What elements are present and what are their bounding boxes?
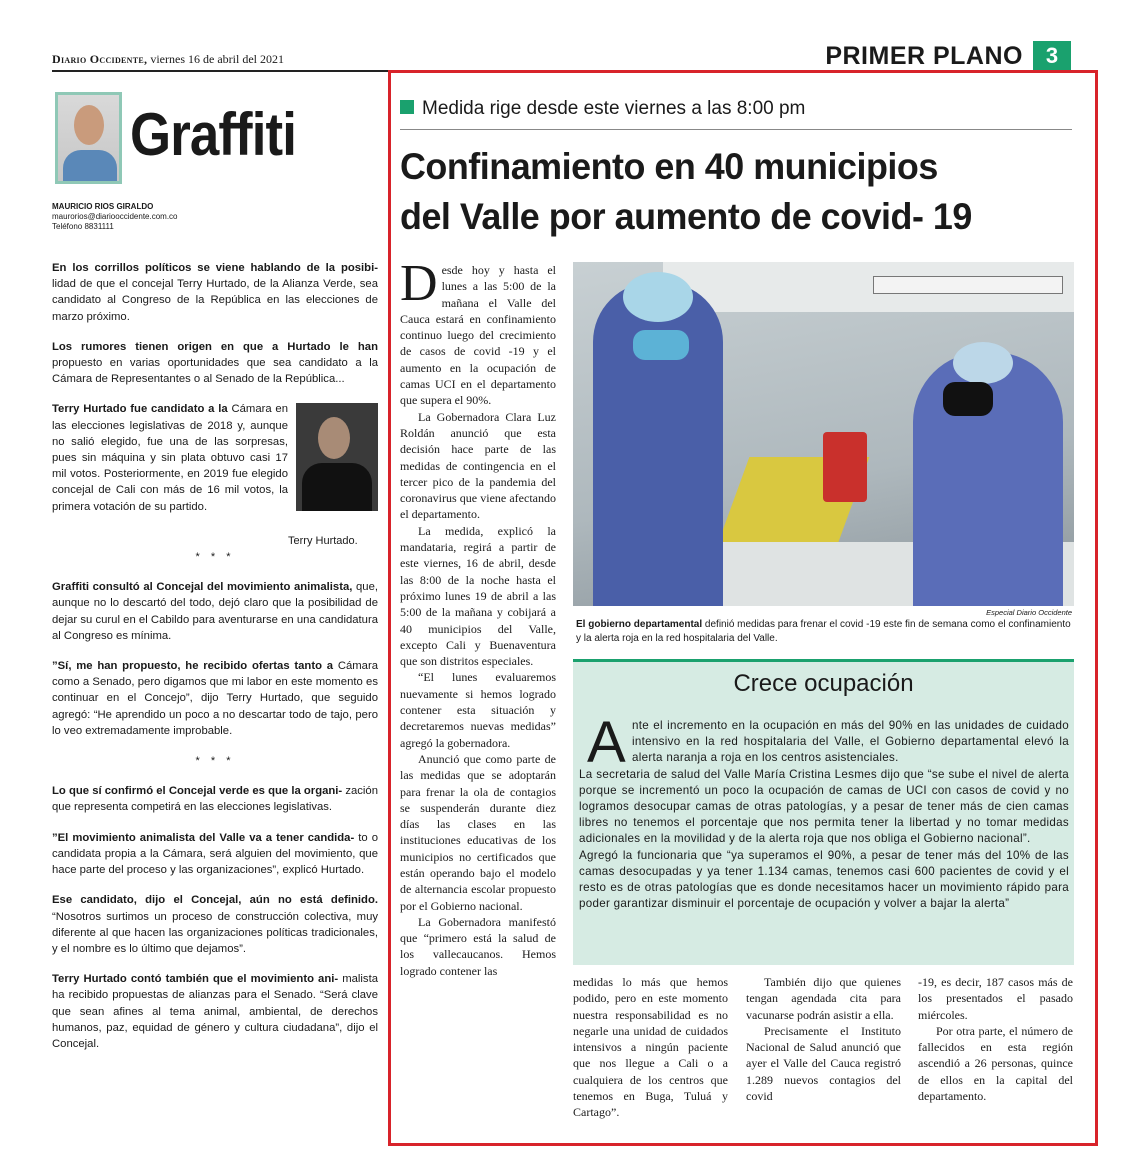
article-paragraph: La medida, explicó la mandataria, regirá a partir de este viernes, 16 de abril, desde las 8:00 de la noche hasta el próximo lunes 19 de abril a las 5:00 de la mañana y cobijará a 40 municipios del Valle, excepto Cali y Buenaventura que son distritos especiales.	[400, 523, 556, 669]
article-paragraph: Anunció que como parte de las medidas que se adoptarán para frenar la ola de contagios se suspenderán durante diez días las clases en las instituciones educativas de los municipios no certificados que están operando bajo el modelo de alternancia escolar propuesto por el Gobierno nacional.	[400, 751, 556, 913]
column-paragraph: Lo que sí confirmó el Concejal verde es que la organi- zación que representa competirá en las elecciones legislativas.	[52, 785, 378, 814]
article-paragraph: También dijo que quienes tengan agendada cita para vacunarse podrán asistir a ella.	[746, 975, 901, 1022]
sidebar-title: Crece ocupación	[733, 670, 914, 697]
columnist-photo	[55, 92, 122, 184]
column-title: Graffiti	[130, 101, 297, 168]
separator: * * *	[195, 551, 235, 564]
photo-credit: Especial Diario Occidente	[986, 608, 1072, 617]
article-paragraph: Desde hoy y hasta el lunes a las 5:00 de la mañana el Valle del Cauca estará en confinamiento continuo luego del crecimiento de casos de covid -19 y el aumento en la ocupación de camas UCI en el departamento que supera el 90%.	[400, 255, 556, 408]
author-block	[52, 202, 178, 232]
article-paragraph: -19, es decir, 187 casos más de los presentados el pasado miércoles.	[918, 975, 1073, 1022]
photo-caption: El gobierno departamental definió medidas para frenar el covid -19 este fin de semana como el confinamiento y la alerta roja en la red hospitalaria del Valle.	[576, 619, 1071, 644]
column-paragraph: ”El movimiento animalista del Valle va a tener candida- to o candidata propia a la Cámara, será alguien del movimiento, que hace parte del proceso y las organizaciones”, explicó Hurtado.	[52, 831, 379, 877]
issue-date: viernes 16 de abril del 2021	[150, 52, 284, 66]
column-paragraph: Terry Hurtado contó también que el movimiento ani- malista ha recibido propuestas de alianzas para el Senado. “Será clave que sean afines al tema animal, ambiental, de derechos humanos, paz, equidad de género y cultura ciudadana”, dijo el Concejal.	[52, 973, 378, 1050]
column-paragraph: Los rumores tienen origen en que a Hurtado le han propuesto en varias oportunidades que sea candidato a la Cámara de Representantes o al Senado de la República...	[52, 340, 378, 386]
author-phone: Teléfono 8831111	[52, 222, 114, 231]
article-paragraph: La Gobernadora Clara Luz Roldán anunció que esta decisión hace parte de las medidas de contingencia en el tercer pico de la pandemia del coronavirus que viene afectando el departamento.	[400, 409, 556, 522]
author-name: MAURICIO RIOS GIRALDO	[52, 202, 154, 211]
sidebar-paragraph: La secretaria de salud del Valle María Cristina Lesmes dijo que “se sube el nivel de alerta porque se incrementó un poco la ocupación de camas de UCI con casos de covid y no logramos desocupar camas de otras patologías, y a pesar de tener más de cien camas libres no tenemos el porcentaje que nos permita tener la libertad y no tomar medidas adicionales en la movilidad y de la alerta roja que nos obliga el Gobierno nacional”.	[579, 767, 1069, 846]
kicker-square-icon	[400, 100, 414, 114]
drop-cap: D	[400, 255, 438, 312]
masthead	[52, 52, 284, 67]
article-paragraph: Por otra parte, el número de fallecidos en esta región ascendió a 26 personas, quince de ellos en la capital del departamento.	[918, 1023, 1073, 1104]
terry-photo-block	[52, 401, 378, 547]
photo-caption: Terry Hurtado.	[288, 534, 358, 547]
column-paragraph: Graffiti consultó al Concejal del movimiento animalista, que, aunque no lo descartó del todo, dejó claro que la posibilidad de dejar su curul en el Cabildo para aventurarse en una candidatura al Congreso es mínima.	[52, 581, 378, 642]
sidebar-paragraph: Agregó la funcionaria que “ya superamos el 90%, a pesar de tener más del 10% de las camas desocupadas y ya tener 1.134 camas, tenemos casi 600 pacientes de covid y el resto es de otras patologías que es donde necesitamos hacer un movimiento rápido para poder garantizar disminuir el porcentaje de ocupación y volver a bajar la alerta”	[579, 848, 1069, 911]
page-number: 3	[1033, 41, 1071, 71]
terry-hurtado-photo	[296, 403, 378, 511]
sidebar-box	[573, 659, 1074, 965]
column-paragraph: Ese candidato, dijo el Concejal, aún no está definido. “Nosotros surtimos un proceso de construcción colectiva, muy diferente al que hacen las organizaciones políticas tradicionales, y el nombre es lo último que dejamos”.	[52, 894, 378, 955]
kicker-rule	[400, 129, 1072, 130]
sidebar-body	[579, 710, 1069, 912]
column-paragraph: ”Sí, me han propuesto, he recibido ofertas tanto a Cámara como a Senado, pero digamos que mi labor en este momento es continuar en el Concejo”, dijo Terry Hurtado, que seguido agregó: “He aprendido un poco a no descartar todo de tajo, pero lo veo extremadamente improbable.	[52, 660, 378, 737]
article-paragraph: La Gobernadora manifestó que “primero está la salud de los vallecaucanos. Hemos logrado contener las	[400, 914, 556, 978]
column-paragraph: Terry Hurtado fue candidato a la Cámara en las elecciones legislativas de 2018 y, aunque no salió elegido, fue una de las sorpresas, pues sin máquina y sin plata obtuvo casi 17 mil votos. Posteriormente, en 2019 fue elegido concejal de Cali con más de 16 mil votos, la primera votación de su partido.	[52, 403, 289, 513]
column-paragraph: En los corrillos políticos se viene hablando de la posibi- lidad de que el concejal Terry Hurtado, de la Alianza Verde, sea candidato al Congreso de la República en las elecciones de marzo próximo.	[52, 262, 378, 323]
column-body	[52, 260, 378, 1066]
article-column-4	[918, 974, 1073, 1104]
article-paragraph: “El lunes evaluaremos nuevamente si hemos logrado contener esta situación y decretaremos nuevas medidas” agregó la gobernadora.	[400, 670, 556, 750]
article-column-2	[573, 974, 728, 1121]
lab-photo	[573, 262, 1074, 606]
author-email: maurorios@diariooccidente.com.co	[52, 212, 178, 221]
drop-cap: A	[587, 710, 626, 775]
article-headline: Confinamiento en 40 municipios del Valle por aumento de covid- 19	[400, 146, 972, 237]
article-kicker: Medida rige desde este viernes a las 8:00 pm	[400, 98, 805, 120]
sidebar-paragraph: Ante el incremento en la ocupación en más del 90% en las unidades de cuidado intensivo en la red hospitalaria del Valle, el Gobierno departamental elevó la alerta naranja a roja en los centros asistenciales.	[587, 710, 1069, 775]
article-column-1	[400, 255, 556, 979]
separator: * * *	[195, 755, 235, 768]
article-paragraph: Precisamente el Instituto Nacional de Salud anunció que ayer el Valle del Cauca registró 1.289 nuevos contagios del covid	[746, 1023, 901, 1104]
section-title: PRIMER PLANO	[825, 42, 1023, 70]
paper-name: Diario Occidente,	[52, 52, 148, 66]
article-column-3	[746, 974, 901, 1104]
article-paragraph: medidas lo más que hemos podido, pero en este momento nuestra responsabilidad es no negarle una unidad de cuidados intensivos a ningún paciente que nos llegue a Cali o a cualquiera de los centros que tenemos en Buga, Tuluá y Cartago”.	[573, 975, 728, 1120]
